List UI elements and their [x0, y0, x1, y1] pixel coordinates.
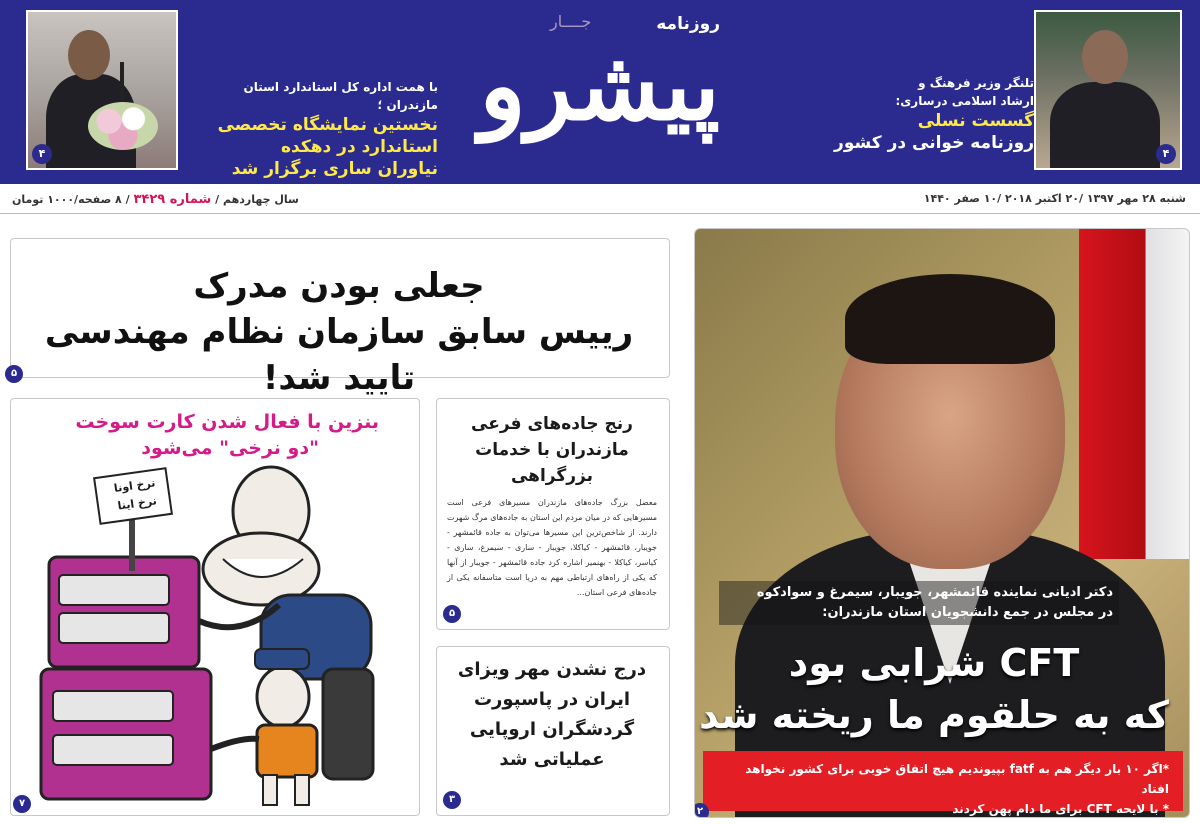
page-number-badge: ۴: [32, 144, 52, 164]
right-story-line-1: گسست نسلی: [917, 111, 1034, 131]
lead-highlights-box: [703, 751, 1183, 816]
lead-headline: [699, 637, 1169, 741]
page-number-badge: ۵: [443, 605, 461, 623]
cartoon-illustration: [11, 399, 420, 816]
headline-line-2: رییس سابق سازمان نظام مهندسی تایید شد!: [44, 312, 634, 398]
page-number-badge: ۳: [443, 791, 461, 809]
culture-minister-photo[interactable]: [1034, 10, 1182, 170]
lead-headline-line-2: که به حلقوم ما ریخته شد: [699, 693, 1169, 737]
story-title: رنج جاده‌های فرعی مازندران با خدمات بزرگراهی: [471, 414, 633, 486]
flower-bouquet: [88, 102, 158, 150]
standards-official-photo[interactable]: [26, 10, 178, 170]
year-label: سال چهاردهم /: [215, 193, 299, 206]
left-story-line-1: نخستین نمایشگاه تخصصی: [217, 115, 438, 135]
lead-headline-line-1: CFT شرابی بود: [788, 641, 1080, 685]
cartoon-caption-line-2: "دو نرخی" می‌شود: [141, 437, 319, 459]
dateline-bar: [0, 184, 1200, 214]
page-number-badge: ۵: [5, 365, 23, 383]
masthead: [0, 0, 1200, 184]
story-body: معضل بزرگ جاده‌های مازندران مسیرهای فرعی است مسیرهایی که در میان مردم این استان به جاده‌های مرگ شهرت دارند. از شاخص‌ترین این مسیرها می‌توان به جاده قائمشهر - جویبار، قائمشهر - کیاکلا، جویبار - ساری - سیمرغ، ساری - کیاسر، کیاکلا - بهنمیر اشاره کرد جاده قائمشهر - جویبار از آنها که یکی از راه‌های ارتباطی مهم به دریا است متاسفانه یکی از جاده‌های فرعی استان...: [447, 498, 657, 597]
logo-wordmark: پیشرو: [479, 29, 720, 142]
logo-watermark: جــــار: [550, 12, 592, 31]
lead-kicker-line-2: در مجلس در جمع دانشجویان استان مازندران:: [822, 605, 1113, 620]
minister-head: [1082, 30, 1128, 84]
masthead-left-story[interactable]: [188, 78, 438, 180]
issue-info: [12, 192, 299, 207]
minister-suit: [1050, 82, 1160, 170]
flag-backdrop: [1079, 229, 1189, 559]
left-story-line-3: نیاوران ساری برگزار شد: [231, 159, 438, 179]
newspaper-logo[interactable]: [470, 6, 730, 182]
page-number-badge: ۷: [13, 795, 31, 813]
page-number-badge: ۲: [694, 803, 709, 818]
headline-line-1: جعلی بودن مدرک: [193, 266, 485, 306]
lead-bullet-2: * با لایحه CFT برای ما دام پهن کردند: [952, 802, 1169, 816]
right-story-kicker-1: تلنگر وزیر فرهنگ و: [918, 76, 1034, 90]
price-label: / ۸ صفحه/۱۰۰۰ تومان: [12, 193, 130, 206]
lead-kicker: [719, 581, 1119, 625]
sign-line-1: نرخ اونا: [113, 476, 157, 495]
lead-kicker-line-1: دکتر ادیانی نماینده قائمشهر، جویبار، سیمرغ و سوادکوه: [756, 585, 1113, 600]
logo-subtitle: روزنامه: [656, 14, 720, 34]
sign-line-2: نرخ اینا: [116, 494, 158, 513]
right-story-kicker-2: ارشاد اسلامی درساری:: [895, 94, 1034, 108]
mazandaran-roads-story[interactable]: [436, 398, 670, 630]
headline-text: [29, 263, 649, 401]
right-story-line-2: روزنامه خوانی در کشور: [834, 133, 1034, 153]
publication-date: شنبه ۲۸ مهر ۱۳۹۷ /۲۰ اکتبر ۲۰۱۸ /۱۰ صفر ۱۴۴۰: [923, 192, 1186, 205]
visa-stamp-story[interactable]: [436, 646, 670, 816]
left-story-kicker: با همت اداره کل استاندارد استان مازندران ؛: [243, 80, 438, 112]
cartoon-caption-line-1: بنزین با فعال شدن کارت سوخت: [75, 411, 379, 433]
cartoon-caption: [39, 409, 379, 461]
masthead-right-story[interactable]: [826, 74, 1034, 154]
cft-lead-story[interactable]: [694, 228, 1190, 818]
fuel-card-cartoon[interactable]: [10, 398, 420, 816]
lead-bullet-1: *اگر ۱۰ بار دیگر هم به fatf بپیوندیم هیچ اتفاق خوبی برای کشور نخواهد افتاد: [745, 762, 1169, 796]
forged-degree-headline[interactable]: [10, 238, 670, 398]
story-title: درج نشدن مهر ویزای ایران در پاسپورت گردشگران اروپایی عملیاتی شد: [457, 659, 647, 770]
issue-number: شماره ۳۴۲۹: [133, 192, 212, 207]
page-number-badge: ۴: [1156, 144, 1176, 164]
speaker-head: [68, 30, 110, 80]
mp-hair: [845, 274, 1055, 364]
left-story-line-2: استاندارد در دهکده: [280, 137, 438, 157]
